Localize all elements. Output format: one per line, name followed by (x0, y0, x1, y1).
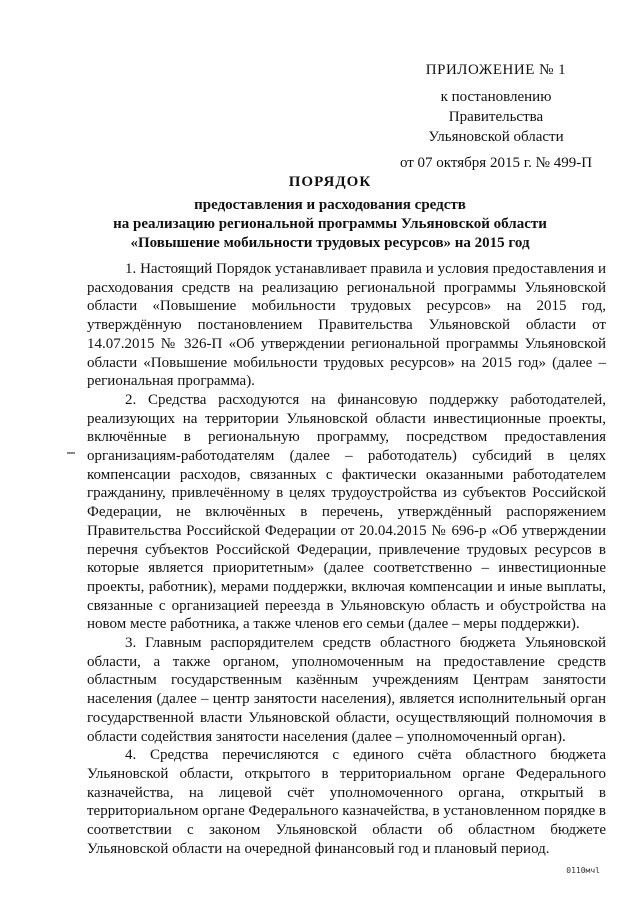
appendix-block (396, 60, 596, 80)
paragraph-4: 4. Средства перечисляются с единого счёта областного бюджета Ульяновской области, открытого в территориальном органе Федерального казначейства, на лицевой счёт уполномоченного органа, открытый в территориальном органе Федерального казначейства, в установленном порядке в соответствии с законом Ульяновской области об областном бюджете Ульяновской области на очередной финансовый год и плановый период. (87, 747, 606, 857)
title-line-3: «Повышение мобильности трудовых ресурсов» на 2015 год (130, 235, 530, 251)
title-main: ПОРЯДОК (288, 174, 372, 190)
paragraph-1: 1. Настоящий Порядок устанавливает правила и условия предоставления и расходования средств на реализацию региональной программы Ульяновской области «Повышение мобильности трудовых ресурсов» на 2015 год, утверждённую постановлением Правительства Ульяновской области от 14.07.2015 № 326-П «Об утверждении региональной программы Ульяновской области «Повышение мобильности трудовых ресурсов» на 2015 год» (далее – региональная программа). (87, 261, 606, 390)
footer-code: 0110мчl (566, 866, 600, 875)
document-title (80, 173, 580, 253)
title-line-2: на реализацию региональной программы Ульяновской области (113, 216, 547, 232)
appendix-line-2: Ульяновской области (428, 129, 564, 145)
paragraph-3: 3. Главным распорядителем средств областного бюджета Ульяновской области, а также органом, уполномоченным на предоставление средств областным государственным казённым учреждениям Центрам занятости населения (далее – центр занятости населения), является исполнительный орган государственной власти Ульяновской области, осуществляющий полномочия в области содействия занятости населения (далее – уполномоченный орган). (87, 635, 606, 745)
appendix-line-1: к постановлению Правительства (440, 89, 552, 125)
appendix-reference (396, 87, 596, 173)
margin-mark (67, 452, 75, 454)
appendix-heading: ПРИЛОЖЕНИЕ № 1 (425, 62, 567, 78)
title-line-1: предоставления и расходования средств (194, 197, 466, 213)
appendix-line-3: от 07 октября 2015 г. № 499-П (399, 155, 593, 171)
document-body (87, 260, 606, 859)
paragraph-2: 2. Средства расходуются на финансовую поддержку работодателей, реализующих на территории Ульяновской области инвестиционные проекты, включённые в региональную программу, посредством предоставления организациям-работодателям (далее – работодатель) субсидий в целях компенсации расходов, связанных с фактически оказанными работодателем гражданину, привлечённому в целях трудоустройства из субъектов Российской Федерации, не включённых в перечень, утверждённый распоряжением Правительства Российской Федерации от 20.04.2015 № 696-р «Об утверждении перечня субъектов Российской Федерации, привлечение трудовых ресурсов в которые является приоритетным» (далее соответственно – инвестиционные проекты, работник), мерами поддержки, включая компенсации и иные выплаты, связанные с организацией переезда в Ульяновскую область и обустройства на новом месте работника, а также членов его семьи (далее – меры поддержки). (87, 391, 606, 633)
